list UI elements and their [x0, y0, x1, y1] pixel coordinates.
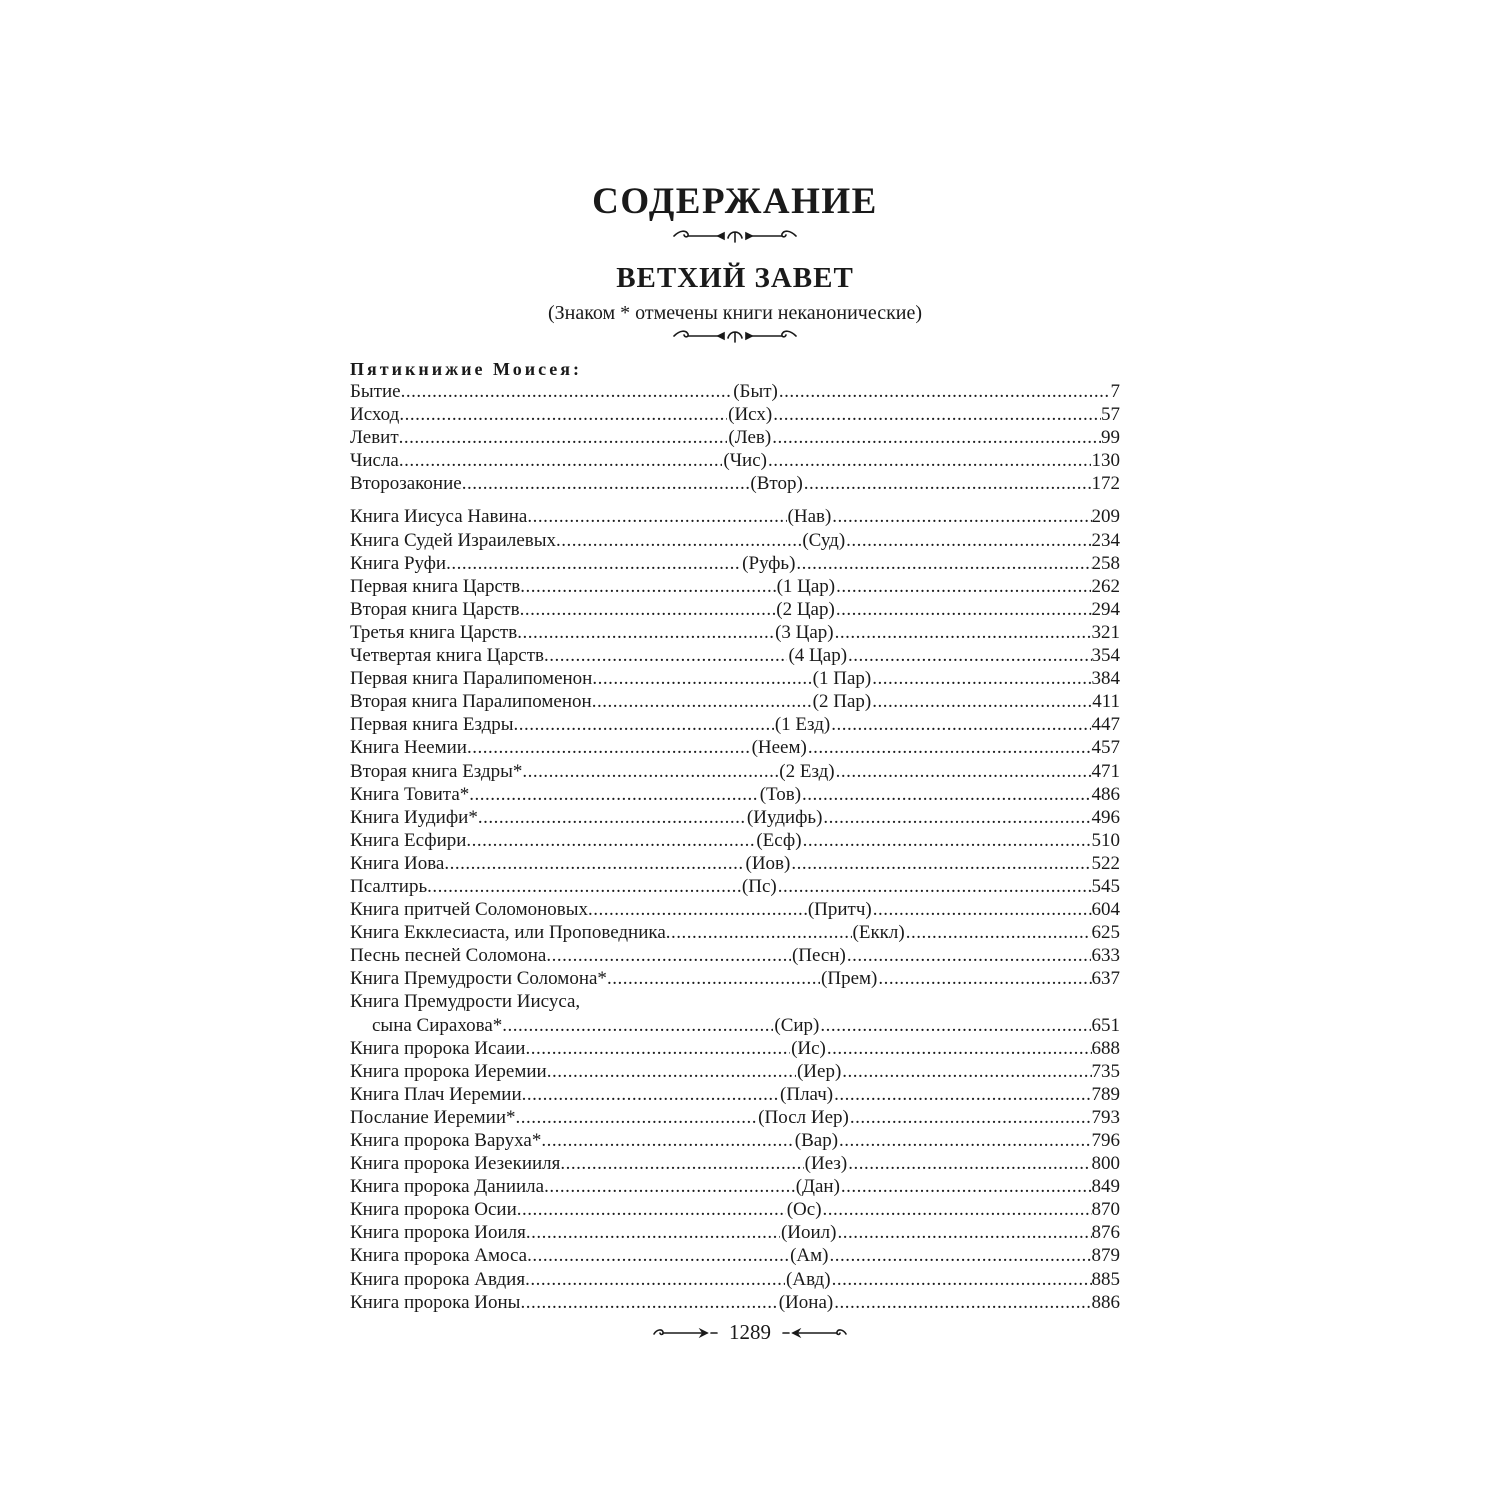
dot-leader — [525, 1037, 790, 1060]
entry-page: 651 — [1091, 1014, 1120, 1036]
dot-leader — [541, 1129, 793, 1152]
entry-title: Книга пророка Варуха* — [350, 1130, 542, 1151]
dot-leader — [841, 1175, 1092, 1198]
dot-leader — [514, 713, 774, 736]
entry-abbreviation: (Руфь) — [742, 552, 796, 574]
entry-page: 876 — [1091, 1222, 1120, 1244]
toc-entry — [350, 852, 1120, 875]
toc-entry — [350, 505, 1120, 528]
entry-page: 411 — [1092, 691, 1120, 713]
entry-title: Первая книга Ездры — [350, 714, 514, 736]
toc-entry — [350, 713, 1120, 736]
entry-abbreviation: (Иез) — [804, 1153, 848, 1175]
toc-entry — [350, 598, 1120, 621]
toc-entry — [350, 552, 1120, 575]
entry-title: Вторая книга Ездры* — [350, 760, 523, 782]
toc-entry — [350, 1268, 1120, 1291]
entry-abbreviation: (Авд) — [786, 1268, 831, 1290]
entry-page: 796 — [1091, 1130, 1120, 1151]
entry-page: 800 — [1091, 1153, 1120, 1175]
entry-page: 637 — [1091, 968, 1120, 990]
entry-abbreviation: (4 Цар) — [788, 645, 848, 667]
dot-leader — [607, 967, 820, 990]
entry-abbreviation: (Песн) — [791, 945, 846, 967]
dot-leader — [850, 1106, 1092, 1129]
entry-abbreviation: (2 Езд) — [779, 760, 835, 782]
entry-abbreviation: (Иер) — [796, 1060, 842, 1082]
entry-title: Третья книга Царств — [350, 621, 518, 643]
dot-leader — [467, 736, 751, 759]
dot-leader — [832, 505, 1091, 528]
entry-page: 510 — [1091, 829, 1120, 851]
entry-abbreviation: (Еккл) — [852, 922, 905, 944]
entry-title: Первая книга Паралипоменон — [350, 668, 593, 690]
entry-page: 879 — [1091, 1245, 1120, 1267]
dot-leader — [848, 644, 1091, 667]
toc-entry — [350, 1106, 1120, 1129]
dot-leader — [592, 690, 812, 713]
entry-title: Книга пророка Даниила — [350, 1176, 545, 1198]
entry-title: Книга Товита* — [350, 783, 470, 805]
entry-abbreviation: (1 Цар) — [776, 575, 836, 597]
dot-leader — [773, 403, 1101, 426]
toc-entry — [350, 1129, 1120, 1152]
entry-abbreviation: (Прем) — [821, 968, 878, 990]
entry-page: 384 — [1091, 668, 1120, 690]
toc-entry — [350, 1221, 1120, 1244]
entry-title: Книга Премудрости Соломона* — [350, 968, 607, 990]
entry-abbreviation: (Посл Иер) — [758, 1106, 849, 1128]
dot-leader — [546, 944, 791, 967]
dot-leader — [802, 783, 1091, 806]
entry-title: Книга Есфири — [350, 829, 467, 851]
toc-entry — [350, 529, 1120, 552]
dot-leader — [847, 944, 1092, 967]
dot-leader — [520, 598, 776, 621]
entry-title: Книга пророка Иезекииля — [350, 1153, 561, 1175]
pentateuch-group — [350, 380, 1120, 495]
flourish-divider-icon — [670, 226, 800, 246]
entry-title: Книга Екклесиаста, или Проповедника — [350, 922, 666, 944]
toc-entry — [350, 380, 1120, 403]
entry-abbreviation: (Иоил) — [780, 1222, 837, 1244]
canon-note: (Знаком * отмечены книги неканонические) — [547, 302, 923, 324]
entry-abbreviation: (1 Езд) — [774, 714, 831, 736]
dot-leader — [906, 921, 1092, 944]
entry-page: 486 — [1091, 783, 1120, 805]
dot-leader — [823, 806, 1091, 829]
entry-title: Книга пророка Амоса — [350, 1245, 528, 1267]
toc-entry — [350, 449, 1120, 472]
toc-entry — [350, 944, 1120, 967]
entry-abbreviation: (Втор) — [750, 473, 803, 495]
dot-leader — [768, 449, 1092, 472]
toc-entry — [350, 690, 1120, 713]
entry-title: Послание Иеремии* — [350, 1106, 516, 1128]
entry-abbreviation: (Нав) — [787, 506, 832, 528]
dot-leader — [839, 1129, 1091, 1152]
dot-leader — [525, 1268, 785, 1291]
section-heading: Пятикнижие Моисея: — [350, 359, 583, 379]
entry-title: Псалтирь — [350, 875, 428, 897]
dot-leader — [527, 1244, 789, 1267]
entry-page: 849 — [1091, 1176, 1120, 1198]
dot-leader — [848, 1152, 1091, 1175]
entry-title: Числа — [350, 450, 399, 472]
entry-abbreviation: (3 Цар) — [775, 621, 834, 643]
toc-entry — [350, 1037, 1120, 1060]
entry-abbreviation: (2 Цар) — [776, 598, 835, 620]
dot-leader — [478, 806, 746, 829]
entry-abbreviation: (Притч) — [807, 899, 872, 921]
toc-entry — [350, 403, 1120, 426]
dot-leader — [522, 760, 778, 783]
dot-leader — [592, 667, 811, 690]
entry-page: 870 — [1091, 1199, 1120, 1221]
dot-leader — [842, 1060, 1091, 1083]
entry-title: Книга пророка Ионы — [350, 1291, 521, 1313]
entry-abbreviation: (Дан) — [795, 1176, 840, 1198]
entry-abbreviation: (Ам) — [790, 1245, 829, 1267]
entry-abbreviation: (Быт) — [733, 381, 778, 402]
toc-entry — [350, 829, 1120, 852]
entry-abbreviation: (Чис) — [723, 450, 767, 472]
dot-leader — [796, 552, 1091, 575]
entry-page: 885 — [1091, 1268, 1120, 1290]
entry-page: 447 — [1091, 714, 1120, 736]
dot-leader — [791, 852, 1091, 875]
dot-leader — [502, 1014, 773, 1037]
dot-leader — [399, 449, 723, 472]
dot-leader — [520, 575, 775, 598]
entry-abbreviation: (Неем) — [751, 737, 807, 759]
toc-entry — [350, 898, 1120, 921]
dot-leader — [399, 426, 728, 449]
dot-leader — [834, 1291, 1091, 1314]
toc-entry — [350, 1083, 1120, 1106]
entry-page: 886 — [1091, 1291, 1120, 1313]
toc-entry — [350, 1198, 1120, 1221]
flourish-divider-icon — [670, 326, 800, 346]
entry-abbreviation: (Есф) — [756, 829, 802, 851]
dot-leader — [522, 1083, 779, 1106]
entry-page: 625 — [1091, 922, 1120, 944]
dot-leader — [808, 736, 1092, 759]
entry-abbreviation: (Пс) — [741, 875, 777, 897]
entry-page: 604 — [1091, 899, 1120, 921]
entry-page: 457 — [1091, 737, 1120, 759]
entry-page: 688 — [1091, 1037, 1120, 1059]
entry-page: 130 — [1091, 450, 1120, 472]
entry-title: Книга Премудрости Иисуса, — [350, 991, 581, 1013]
entry-abbreviation: (Тов) — [759, 783, 802, 805]
entry-page: 735 — [1091, 1060, 1120, 1082]
entry-title: Книга притчей Соломоновых — [350, 899, 589, 921]
entry-abbreviation: (Ис) — [791, 1037, 826, 1059]
dot-leader — [560, 1152, 803, 1175]
toc-entry — [350, 1060, 1120, 1083]
entry-title: Вторая книга Царств — [350, 598, 520, 620]
entry-abbreviation: (Иона) — [778, 1291, 834, 1313]
dot-leader — [517, 1198, 786, 1221]
dot-leader — [399, 403, 727, 426]
entry-title: Песнь песней Соломона — [350, 945, 547, 967]
dot-leader — [836, 598, 1092, 621]
entry-abbreviation: (Суд) — [802, 529, 846, 551]
contents-page — [350, 180, 1120, 1314]
entry-title: Книга Иудифи* — [350, 806, 478, 828]
entry-title: Второзаконие — [350, 473, 462, 495]
toc-entry — [350, 736, 1120, 759]
dot-leader — [444, 852, 744, 875]
entry-title: Книга пророка Авдия — [350, 1268, 526, 1290]
toc-entry — [350, 472, 1120, 495]
entry-page: 262 — [1091, 575, 1120, 597]
entry-page: 522 — [1091, 852, 1120, 874]
dot-leader — [872, 667, 1091, 690]
entry-abbreviation: (Иудифь) — [746, 806, 823, 828]
toc-entry — [350, 575, 1120, 598]
toc-entry — [350, 990, 1120, 1013]
toc-entry — [350, 1014, 1120, 1037]
entry-page: 209 — [1091, 506, 1120, 528]
entry-title: Книга Неемии — [350, 737, 467, 759]
dot-leader — [527, 505, 786, 528]
toc-entry — [350, 1175, 1120, 1198]
entry-page: 633 — [1091, 945, 1120, 967]
entry-title: Книга пророка Иоиля — [350, 1222, 526, 1244]
entry-title: Левит — [350, 427, 399, 449]
entry-abbreviation: (Иов) — [745, 852, 791, 874]
entry-abbreviation: (Плач) — [780, 1083, 834, 1105]
entry-page: 7 — [1110, 381, 1120, 402]
flourish-tail-icon — [651, 1325, 721, 1341]
toc-entry — [350, 875, 1120, 898]
dot-leader — [836, 575, 1091, 598]
dot-leader — [547, 1060, 796, 1083]
entry-abbreviation: (1 Пар) — [812, 668, 872, 690]
entry-page: 258 — [1091, 552, 1120, 574]
entry-abbreviation: (Исх) — [728, 404, 773, 426]
dot-leader — [544, 644, 787, 667]
toc-entry — [350, 760, 1120, 783]
entry-page: 471 — [1091, 760, 1120, 782]
entry-title: Бытие — [350, 381, 401, 402]
toc-entry — [350, 1244, 1120, 1267]
toc-entry — [350, 1291, 1120, 1314]
dot-leader — [820, 1014, 1091, 1037]
entry-title: Книга пророка Осии — [350, 1199, 517, 1221]
dot-leader — [803, 829, 1092, 852]
dot-leader — [466, 829, 755, 852]
dot-leader — [772, 426, 1101, 449]
dot-leader — [804, 472, 1092, 495]
entry-abbreviation: (2 Пар) — [812, 691, 872, 713]
dot-leader — [834, 1083, 1091, 1106]
entry-page: 321 — [1091, 621, 1120, 643]
entry-title: Книга пророка Исаии — [350, 1037, 526, 1059]
dot-leader — [872, 690, 1092, 713]
dot-leader — [836, 760, 1092, 783]
entry-page: 57 — [1101, 404, 1120, 426]
entry-title: Четвертая книга Царств — [350, 645, 544, 667]
dot-leader — [873, 898, 1092, 921]
entry-title: Исход — [350, 404, 400, 426]
entry-page: 793 — [1091, 1106, 1120, 1128]
entry-page: 789 — [1091, 1083, 1120, 1105]
dot-leader — [469, 783, 758, 806]
entry-title: Книга Руфи — [350, 552, 447, 574]
toc-list — [350, 380, 1120, 1314]
dot-leader — [835, 621, 1092, 644]
entry-title: Книга пророка Иеремии — [350, 1060, 547, 1082]
entry-title: Книга Судей Израилевых — [350, 529, 556, 551]
toc-entry — [350, 644, 1120, 667]
entry-title: Первая книга Царств — [350, 575, 521, 597]
dot-leader — [823, 1198, 1092, 1221]
entry-abbreviation: (Лев) — [728, 427, 772, 449]
page-title: СОДЕРЖАНИЕ — [592, 181, 878, 222]
dot-leader — [666, 921, 852, 944]
dot-leader — [446, 552, 741, 575]
toc-entry — [350, 783, 1120, 806]
entry-page: 545 — [1091, 875, 1120, 897]
dot-leader — [778, 875, 1092, 898]
flourish-tail-icon — [779, 1325, 849, 1341]
entry-page: 496 — [1091, 806, 1120, 828]
dot-leader — [462, 472, 750, 495]
dot-leader — [517, 621, 774, 644]
entry-title: Книга Иисуса Навина — [350, 506, 528, 528]
dot-leader — [878, 967, 1091, 990]
toc-entry — [350, 921, 1120, 944]
toc-entry — [350, 667, 1120, 690]
entry-title: сына Сирахова* — [372, 1014, 503, 1036]
dot-leader — [516, 1106, 758, 1129]
entry-page: 234 — [1091, 529, 1120, 551]
dot-leader — [526, 1221, 780, 1244]
entry-title: Книга Иова — [350, 852, 445, 874]
dot-leader — [832, 1268, 1092, 1291]
entry-title: Вторая книга Паралипоменон — [350, 691, 592, 713]
dot-leader — [556, 529, 801, 552]
toc-entry — [350, 621, 1120, 644]
entry-title: Книга Плач Иеремии — [350, 1083, 522, 1105]
dot-leader — [846, 529, 1091, 552]
entry-abbreviation: (Ос) — [786, 1199, 822, 1221]
entry-page: 354 — [1091, 645, 1120, 667]
prophets-group — [350, 1037, 1120, 1314]
entry-page: 294 — [1091, 598, 1120, 620]
entry-page: 172 — [1091, 473, 1120, 495]
entry-page: 99 — [1101, 427, 1120, 449]
dot-leader — [779, 380, 1111, 403]
dot-leader — [837, 1221, 1091, 1244]
testament-heading: ВЕТХИЙ ЗАВЕТ — [616, 262, 854, 294]
dot-leader — [588, 898, 807, 921]
toc-entry — [350, 967, 1120, 990]
page-number: 1289 — [729, 1320, 771, 1344]
dot-leader — [830, 1244, 1092, 1267]
dot-leader — [544, 1175, 795, 1198]
dot-leader — [401, 380, 733, 403]
dot-leader — [520, 1291, 777, 1314]
entry-abbreviation: (Вар) — [794, 1130, 839, 1151]
toc-entry — [350, 1152, 1120, 1175]
toc-entry — [350, 806, 1120, 829]
dot-leader — [831, 713, 1091, 736]
dot-leader — [827, 1037, 1092, 1060]
page-footer — [0, 1320, 1500, 1345]
dot-leader — [427, 875, 741, 898]
books-group — [350, 505, 1120, 990]
toc-entry — [350, 426, 1120, 449]
entry-abbreviation: (Сир) — [774, 1014, 820, 1036]
